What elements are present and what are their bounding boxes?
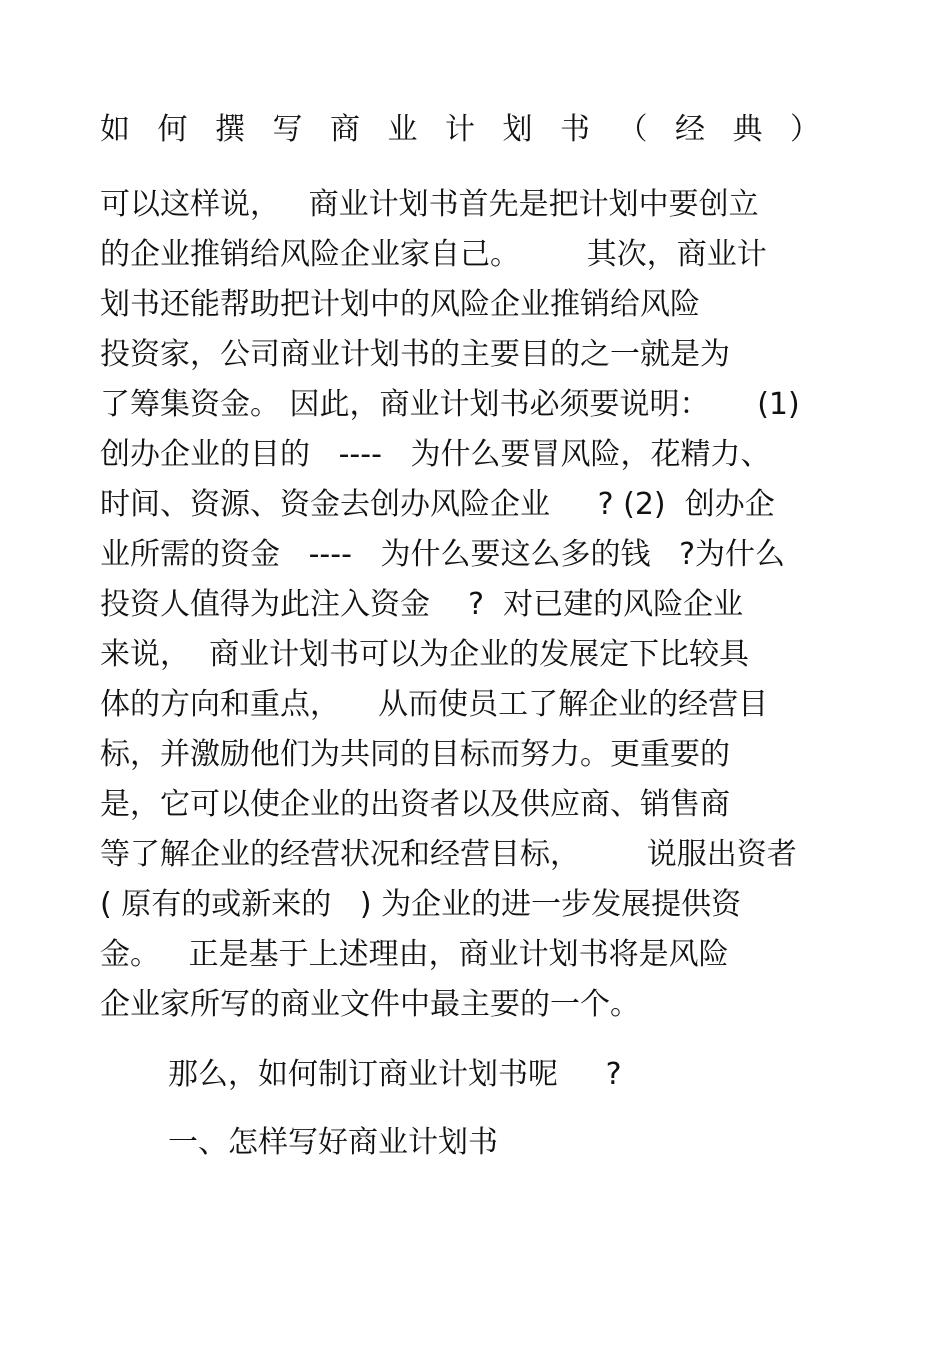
- title-char: 业: [387, 112, 418, 147]
- paragraph-line: 等了解企业的经营状况和经营目标， 说服出资者: [100, 837, 797, 872]
- question-paragraph: 那么，如何制订商业计划书呢 ?: [168, 1057, 622, 1092]
- paragraph-line: 业所需的资金 ---- 为什么要这么多的钱 ?为什么: [100, 537, 786, 572]
- paragraph-line: 划书还能帮助把计划中的风险企业推销给风险: [100, 287, 700, 322]
- paragraph-line: 可以这样说， 商业计划书首先是把计划中要创立: [100, 187, 759, 222]
- paragraph-line: 投资家，公司商业计划书的主要目的之一就是为: [100, 337, 730, 372]
- paragraph-line: 时间、资源、资金去创办风险企业 ? (2) 创办企: [100, 487, 775, 522]
- title-char: 何: [157, 112, 188, 147]
- title-char: 经: [675, 112, 705, 147]
- paragraph-line: 体的方向和重点， 从而使员工了解企业的经营目: [100, 687, 769, 722]
- title-char: 书: [560, 112, 590, 147]
- title-char: 商: [330, 112, 360, 147]
- paragraph-line: 创办企业的目的 ---- 为什么要冒风险，花精力、: [100, 437, 771, 472]
- title-char: （: [617, 112, 648, 147]
- paragraph-line: 来说， 商业计划书可以为企业的发展定下比较具: [100, 637, 750, 672]
- paragraph-line: 标，并激励他们为共同的目标而努力。更重要的: [100, 737, 730, 772]
- title-char: ）: [790, 112, 820, 147]
- paragraph-line: 金。 正是基于上述理由，商业计划书将是风险: [100, 937, 729, 972]
- paragraph-line: 是，它可以使企业的出资者以及供应商、销售商: [100, 787, 730, 822]
- title-char: 如: [100, 112, 130, 147]
- paragraph-line: 的企业推销给风险企业家自己。 其次，商业计: [100, 237, 767, 272]
- document-title: [100, 108, 820, 152]
- title-char: 典: [732, 112, 763, 147]
- section-heading: 一、怎样写好商业计划书: [168, 1125, 498, 1160]
- title-char: 划: [502, 112, 533, 147]
- intro-paragraph: [100, 180, 840, 1030]
- title-char: 计: [445, 112, 475, 147]
- paragraph-line: 了筹集资金。 因此，商业计划书必须要说明： (1): [100, 387, 800, 422]
- paragraph-line: 投资人值得为此注入资金 ? 对已建的风险企业: [100, 587, 744, 622]
- title-char: 撰: [215, 112, 245, 147]
- title-char: 写: [272, 112, 303, 147]
- paragraph-line: ( 原有的或新来的 ) 为企业的进一步发展提供资: [100, 887, 742, 922]
- paragraph-line: 企业家所写的商业文件中最主要的一个。: [100, 987, 640, 1022]
